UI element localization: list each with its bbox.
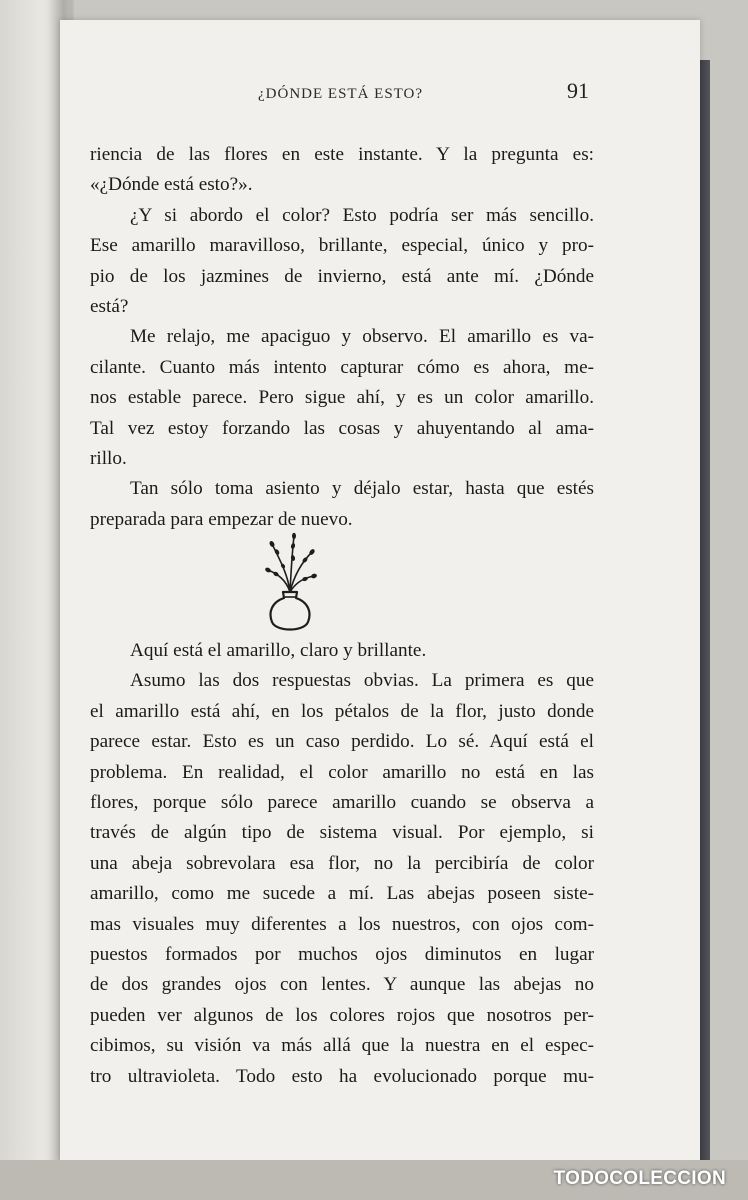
paragraph-block-lower: [90, 636, 594, 1092]
text-line: preparada para empezar de nuevo.: [90, 508, 353, 530]
text-line: está?: [90, 296, 129, 318]
text-line: través de algún tipo de sistema visual. Por ejemplo, si: [90, 822, 594, 844]
text-line: parece estar. Esto es un caso perdido. Lo sé. Aquí está el: [90, 731, 594, 753]
text-line: una abeja sobrevolara esa flor, no la percibiría de color: [90, 852, 594, 874]
text-line: ¿Y si abordo el color? Esto podría ser más sencillo.: [130, 204, 594, 226]
running-head: ¿DÓNDE ESTÁ ESTO?: [258, 86, 424, 102]
text-line: cibimos, su visión va más allá que la nuestra en el espec-: [90, 1035, 594, 1057]
vase-with-flowers-icon: [258, 530, 322, 640]
text-line: Tan sólo toma asiento y déjalo estar, hasta que estés: [130, 478, 594, 500]
text-line: rillo.: [90, 448, 127, 470]
paragraph-block-upper: [90, 140, 594, 535]
page-number: 91: [567, 78, 589, 103]
text-line: mas visuales muy diferentes a los nuestros, con ojos com-: [90, 913, 594, 935]
text-line: pueden ver algunos de los colores rojos que nosotros per-: [90, 1004, 594, 1026]
text-line: riencia de las flores en este instante. Y la pregunta es:: [90, 144, 594, 165]
text-line: Tal vez estoy forzando las cosas y ahuyentando al ama-: [90, 417, 594, 439]
text-line: el amarillo está ahí, en los pétalos de la flor, justo donde: [90, 700, 594, 722]
text-line: Me relajo, me apaciguo y observo. El amarillo es va-: [130, 326, 594, 348]
text-line: problema. En realidad, el color amarillo no está en las: [90, 761, 594, 783]
watermark-logo: TODOCOLECCION: [553, 1168, 726, 1189]
text-line: amarillo, como me sucede a mí. Las abejas poseen siste-: [90, 883, 594, 905]
text-line: puestos formados por muchos ojos diminutos en lugar: [90, 944, 594, 966]
page-block-edge: [700, 60, 710, 1160]
text-line: nos estable parece. Pero sigue ahí, y es un color amarillo.: [90, 387, 594, 409]
text-line: pio de los jazmines de invierno, está ante mí. ¿Dónde: [90, 265, 594, 287]
text-line: Ese amarillo maravilloso, brillante, especial, único y pro-: [90, 235, 594, 257]
text-line: cilante. Cuanto más intento capturar cómo es ahora, me-: [90, 356, 594, 378]
text-line: flores, porque sólo parece amarillo cuando se observa a: [90, 792, 594, 814]
text-line: tro ultravioleta. Todo esto ha evolucionado porque mu-: [90, 1065, 594, 1087]
text-line: Aquí está el amarillo, claro y brillante.: [130, 640, 427, 661]
text-line: de dos grandes ojos con lentes. Y aunque las abejas no: [90, 974, 594, 996]
text-line: Asumo las dos respuestas obvias. La primera es que: [130, 670, 594, 692]
text-line: «¿Dónde está esto?».: [90, 174, 253, 196]
